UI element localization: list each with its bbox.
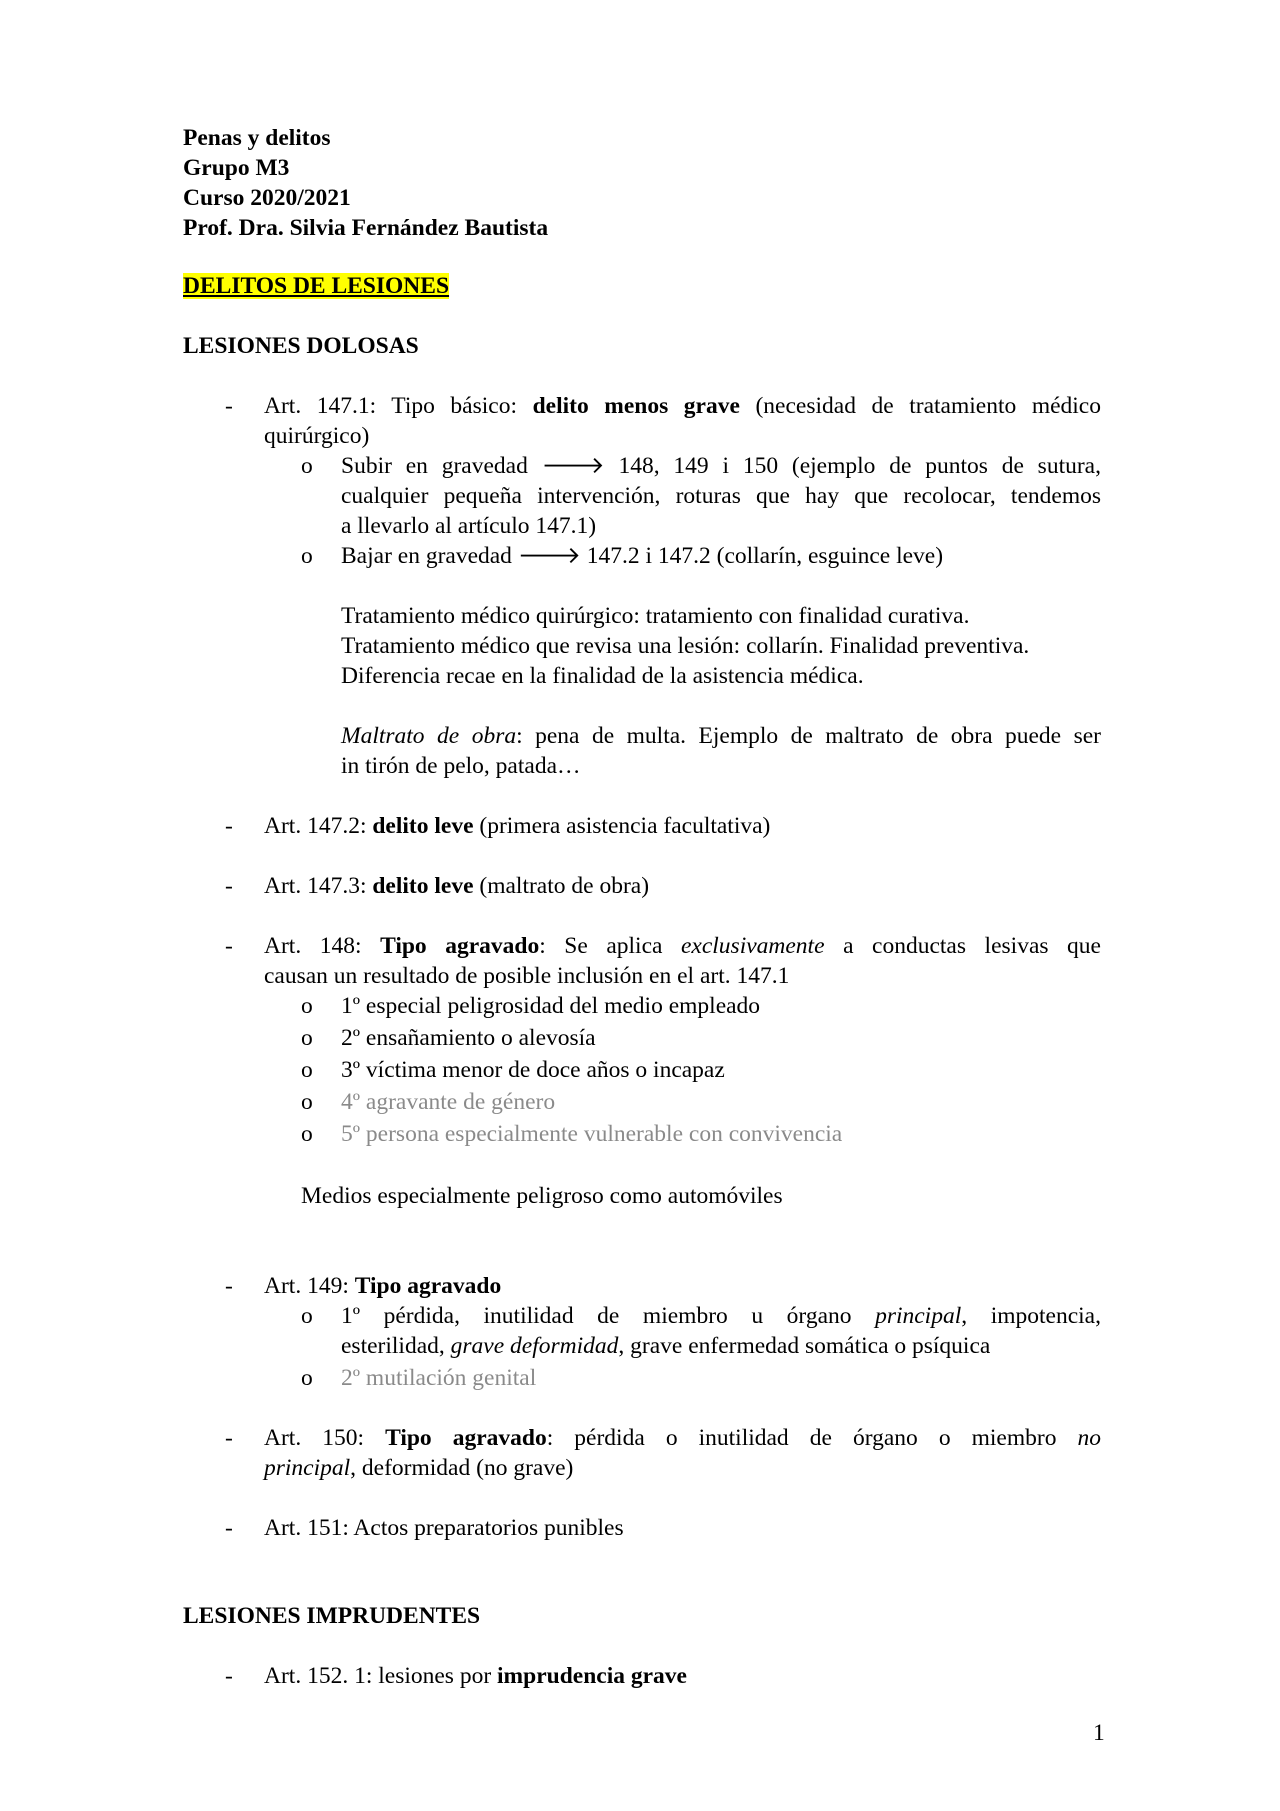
sub-bullet-marker: o (301, 1025, 313, 1051)
bullet-marker: - (225, 1515, 233, 1541)
sub-bullet-marker: o (301, 1057, 313, 1083)
art-149: Art. 149: Tipo agravado (264, 1273, 502, 1299)
sub-bullet-marker: o (301, 543, 313, 569)
art-148-item-2: 2º ensañamiento o alevosía (341, 1025, 596, 1051)
sub-bullet-marker: o (301, 1365, 313, 1391)
art-147-1-line2: quirúrgico) (264, 423, 370, 449)
bullet-marker: - (225, 1273, 233, 1299)
art-149-item-1-line1: 1º pérdida, inutilidad de miembro u órgano principal, impotencia, (341, 1303, 1101, 1329)
arrow-icon: 🡒 (541, 453, 605, 479)
art-147-3: Art. 147.3: delito leve (maltrato de obra) (264, 873, 650, 899)
art-147-1-sub1-line3: a llevarlo al artículo 147.1) (341, 513, 597, 539)
note-treatment-preventive: Tratamiento médico que revisa una lesión: collarín. Finalidad preventiva. (341, 633, 1030, 659)
art-147-1-sub1-line2: cualquier pequeña intervención, roturas que hay que recolocar, tendemos (341, 483, 1101, 509)
sub-bullet-marker: o (301, 1089, 313, 1115)
bullet-marker: - (225, 813, 233, 839)
course-subject: Penas y delitos (183, 125, 331, 151)
art-150-line1: Art. 150: Tipo agravado: pérdida o inutilidad de órgano o miembro no (264, 1425, 1102, 1451)
art-147-1-sub2: Bajar en gravedad 🡒 147.2 i 147.2 (collarín, esguince leve) (341, 543, 944, 569)
course-professor: Prof. Dra. Silvia Fernández Bautista (183, 215, 549, 241)
note-treatment-curative: Tratamiento médico quirúrgico: tratamiento con finalidad curativa. (341, 603, 970, 629)
sub-bullet-marker: o (301, 453, 313, 479)
art-148-item-4: 4º agravante de género (341, 1089, 556, 1115)
sub-bullet-marker: o (301, 993, 313, 1019)
art-147-1-sub1-line1: Subir en gravedad 🡒 148, 149 i 150 (ejemplo de puntos de sutura, (341, 453, 1101, 479)
art-148-item-1: 1º especial peligrosidad del medio empleado (341, 993, 761, 1019)
art-147-1-line1: Art. 147.1: Tipo básico: delito menos grave (necesidad de tratamiento médico (264, 393, 1101, 419)
section-heading-imprudentes: LESIONES IMPRUDENTES (183, 1603, 481, 1629)
note-treatment-difference: Diferencia recae en la finalidad de la asistencia médica. (341, 663, 864, 689)
bullet-marker: - (225, 1425, 233, 1451)
art-152-1: Art. 152. 1: lesiones por imprudencia grave (264, 1663, 687, 1689)
course-group: Grupo M3 (183, 155, 290, 181)
note-maltrato-line2: in tirón de pelo, patada… (341, 753, 581, 779)
bullet-marker: - (225, 933, 233, 959)
art-148-item-5: 5º persona especialmente vulnerable con convivencia (341, 1121, 843, 1147)
course-year: Curso 2020/2021 (183, 185, 351, 211)
bullet-marker: - (225, 1663, 233, 1689)
art-150-line2: principal, deformidad (no grave) (264, 1455, 574, 1481)
page-title: DELITOS DE LESIONES (183, 273, 450, 299)
art-148-note: Medios especialmente peligroso como automóviles (301, 1183, 783, 1209)
sub-bullet-marker: o (301, 1121, 313, 1147)
bullet-marker: - (225, 393, 233, 419)
note-maltrato-line1: Maltrato de obra: pena de multa. Ejemplo de maltrato de obra puede ser (341, 723, 1101, 749)
art-148-item-3: 3º víctima menor de doce años o incapaz (341, 1057, 725, 1083)
bullet-marker: - (225, 873, 233, 899)
art-149-item-2: 2º mutilación genital (341, 1365, 537, 1391)
section-heading-dolosas: LESIONES DOLOSAS (183, 333, 419, 359)
page-number: 1 (1093, 1720, 1105, 1746)
art-148-line1: Art. 148: Tipo agravado: Se aplica exclusivamente a conductas lesivas que (264, 933, 1101, 959)
sub-bullet-marker: o (301, 1303, 313, 1329)
arrow-icon: 🡒 (517, 543, 581, 569)
art-147-2: Art. 147.2: delito leve (primera asistencia facultativa) (264, 813, 771, 839)
art-149-item-1-line2: esterilidad, grave deformidad, grave enfermedad somática o psíquica (341, 1333, 991, 1359)
art-151: Art. 151: Actos preparatorios punibles (264, 1515, 624, 1541)
art-148-line2: causan un resultado de posible inclusión en el art. 147.1 (264, 963, 790, 989)
